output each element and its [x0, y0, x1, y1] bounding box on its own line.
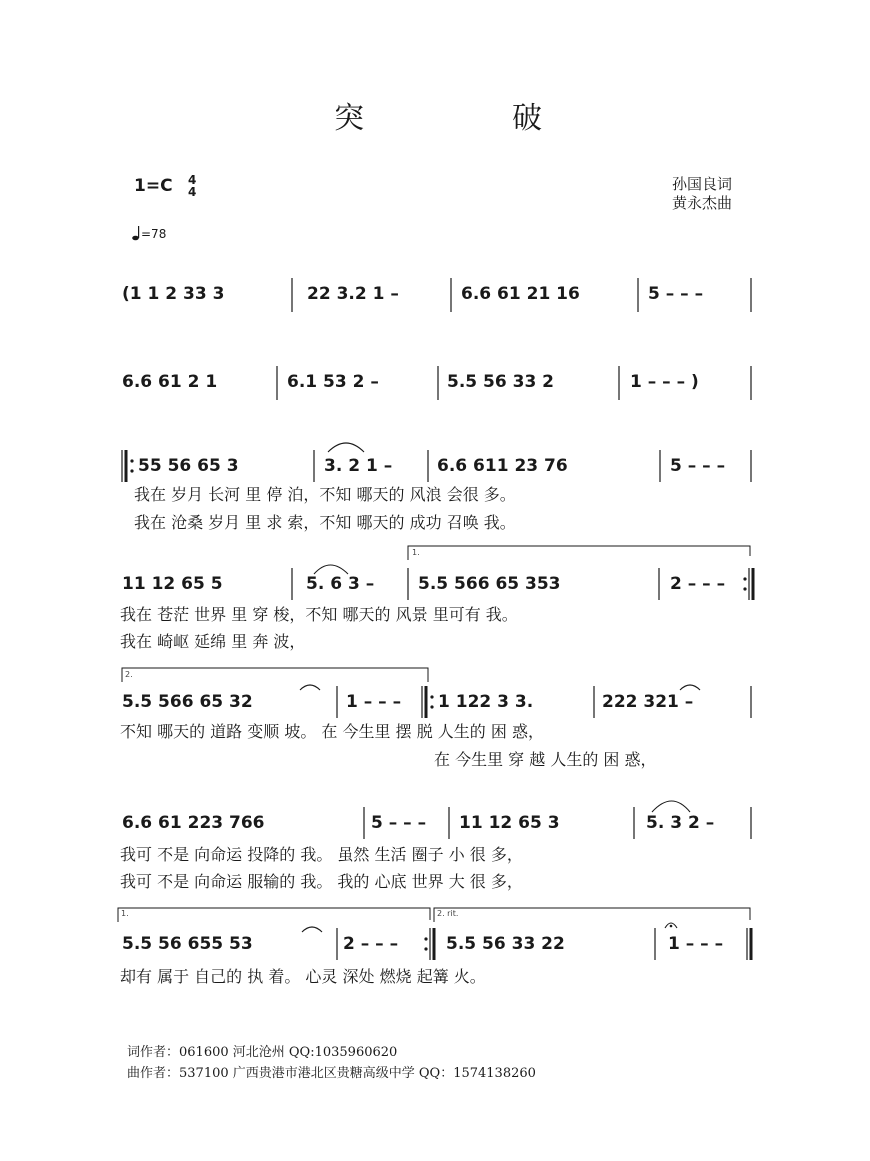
- notation-system-6-measure-1: 6.6 61 223 766: [122, 813, 265, 833]
- notation-system-7-measure-3: 5.5 56 33 22: [446, 934, 565, 954]
- notation-system-1-measure-4: 5 – – –: [648, 284, 704, 304]
- volta-2-label-system-7: 2. rit.: [437, 909, 459, 918]
- barlines-system-3: [122, 450, 751, 482]
- notation-system-4-measure-4: 2 – – –: [670, 574, 726, 594]
- notation-system-7-measure-1: 5.5 56 655 53: [122, 934, 253, 954]
- notation-system-3-measure-4: 5 – – –: [670, 456, 726, 476]
- lyricist-credit: 孙国良词: [672, 175, 733, 193]
- lyrics-system-4-verse-1: 我在 苍茫 世界 里 穿 梭，不知 哪天的 风景 里可有 我。: [120, 605, 518, 624]
- notation-system-5-measure-3: 1 122 3 3.: [438, 692, 534, 712]
- volta-1-label-system-4: 1.: [412, 548, 420, 557]
- title-char-2: 破: [512, 101, 544, 136]
- footer-lyricist-info: 词作者：061600 河北沧州 QQ:1035960620: [127, 1045, 398, 1060]
- notation-system-6-measure-3: 11 12 65 3: [459, 813, 560, 833]
- time-signature-bottom: 4: [188, 185, 197, 199]
- barlines-system-4: [292, 568, 753, 600]
- barlines-system-5: [337, 686, 751, 718]
- notation-system-7-measure-2: 2 – – –: [343, 934, 399, 954]
- notation-system-3-measure-1: 55 56 65 3: [138, 456, 239, 476]
- notation-system-2-measure-1: 6.6 61 2 1: [122, 372, 218, 392]
- lyrics-system-4-verse-2: 我在 崎岖 延绵 里 奔 波，: [120, 632, 306, 651]
- barlines-system-7: [337, 928, 751, 960]
- barlines-system-6: [364, 807, 751, 839]
- time-signature-top: 4: [188, 173, 197, 187]
- lyrics-system-6-verse-2: 我可 不是 向命运 服输的 我。 我的 心底 世界 大 很 多，: [120, 872, 523, 891]
- notation-system-4-measure-1: 11 12 65 5: [122, 574, 223, 594]
- tempo-value: =78: [141, 227, 167, 241]
- notation-system-5-measure-1: 5.5 566 65 32: [122, 692, 253, 712]
- volta-2-label-system-5: 2.: [125, 670, 133, 679]
- notation-system-6-measure-4: 5. 3 2 –: [646, 813, 715, 833]
- barlines-system-2: [277, 366, 751, 400]
- notation-system-4-measure-3: 5.5 566 65 353: [418, 574, 561, 594]
- fermata-icon: [665, 923, 677, 928]
- notation-system-5-measure-4: 222 321 –: [602, 692, 694, 712]
- footer-composer-info: 曲作者：537100 广西贵港市港北区贵糖高级中学 QQ：1574138260: [127, 1066, 536, 1081]
- notation-system-1-measure-3: 6.6 61 21 16: [461, 284, 580, 304]
- title-char-1: 突: [334, 101, 366, 136]
- composer-credit: 黄永杰曲: [672, 194, 733, 212]
- notation-system-3-measure-2: 3. 2 1 –: [324, 456, 393, 476]
- volta-brackets: [118, 546, 750, 922]
- notation-system-2-measure-2: 6.1 53 2 –: [287, 372, 379, 392]
- volta-1-label-system-7: 1.: [121, 909, 129, 918]
- notation-system-1-measure-2: 22 3.2 1 –: [307, 284, 399, 304]
- lyrics-system-5-verse-1: 不知 哪天的 道路 变顺 坡。 在 今生里 摆 脱 人生的 困 惑，: [120, 722, 544, 741]
- lyrics-system-5-verse-2: 在 今生里 穿 越 人生的 困 惑，: [434, 750, 657, 769]
- lyrics-system-3-verse-2: 我在 沧桑 岁月 里 求 索，不知 哪天的 成功 召唤 我。: [134, 513, 516, 532]
- notation-system-5-measure-2: 1 – – –: [346, 692, 402, 712]
- lyrics-system-3-verse-1: 我在 岁月 长河 里 停 泊，不知 哪天的 风浪 会很 多。: [134, 485, 516, 504]
- lyrics-system-6-verse-1: 我可 不是 向命运 投降的 我。 虽然 生活 圈子 小 很 多，: [120, 845, 523, 864]
- notation-system-2-measure-4: 1 – – – ): [630, 372, 699, 392]
- lyrics-system-7-verse-1: 却有 属于 自己的 执 着。 心灵 深处 燃烧 起篝 火。: [120, 967, 486, 986]
- notation-system-1-measure-1: (1 1 2 33 3: [122, 284, 225, 304]
- barlines-system-1: [292, 278, 751, 312]
- notation-system-2-measure-3: 5.5 56 33 2: [447, 372, 555, 392]
- notation-system-7-measure-4: 1 – – –: [668, 934, 724, 954]
- slurs: [300, 443, 700, 932]
- notation-system-4-measure-2: 5. 6 3 –: [306, 574, 375, 594]
- key-signature: 1=C: [134, 176, 173, 196]
- notation-system-3-measure-3: 6.6 611 23 76: [437, 456, 568, 476]
- notation-system-6-measure-2: 5 – – –: [371, 813, 427, 833]
